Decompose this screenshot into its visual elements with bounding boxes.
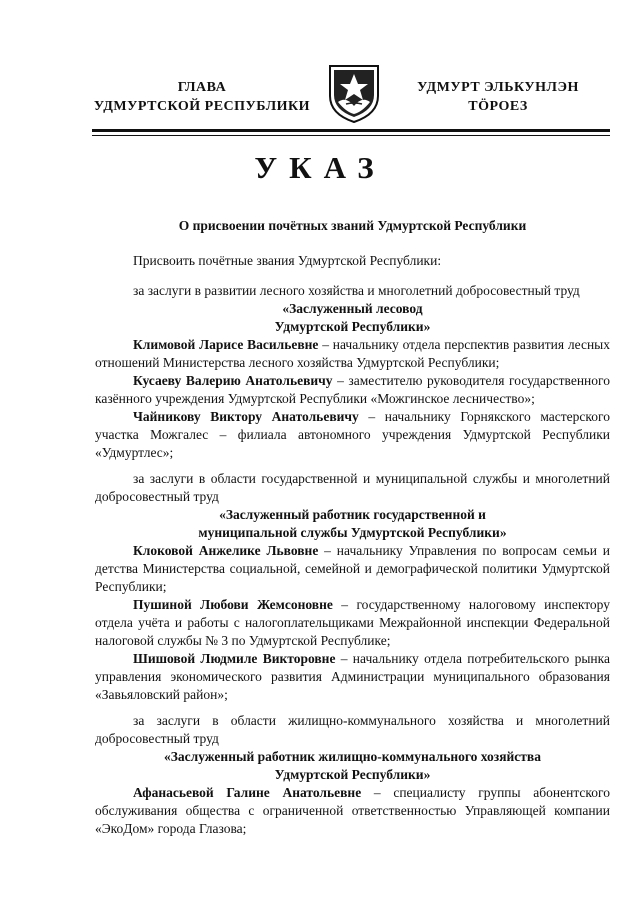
issuer-line-2: УДМУРТСКОЙ РЕСПУБЛИКИ <box>93 99 311 114</box>
award-title-line: «Заслуженный работник жилищно-коммунального хозяйства <box>164 749 541 764</box>
recipient-item <box>95 542 610 596</box>
section-reason: за заслуги в области государственной и муниципальной службы и многолетний добросовестный труд <box>95 471 610 504</box>
recipient-item <box>95 408 610 462</box>
document-title: УКАЗ <box>254 150 386 185</box>
recipient-name: Афанасьевой Галине Анатольевне <box>133 785 362 800</box>
award-title-line: Удмуртской Республики» <box>274 767 431 782</box>
award-title <box>95 506 610 542</box>
coat-of-arms-emblem <box>324 62 384 124</box>
recipient-position: – заместителю руководителя государственного казённого учреждения Удмуртской Республики «Можгинское лесничество»; <box>95 373 610 406</box>
recipient-position: – государственному налоговому инспектору отдела учёта и работы с налогоплательщиками Межрайонной инспекции Федеральной налоговой службы № 3 по Удмуртской Республике; <box>95 597 610 648</box>
recipient-position: – начальнику отдела потребительского рынка управления экономического развития Администрации муниципального образования «Завьяловский район»; <box>95 651 610 702</box>
issuer-udm-line-2: ТӦРОЕЗ <box>468 99 528 114</box>
award-title-line: «Заслуженный лесовод <box>282 301 423 316</box>
recipient-name: Чайникову Виктору Анатольевичу <box>133 409 359 424</box>
award-title-line: Удмуртской Республики» <box>274 319 431 334</box>
header-rule-thick <box>92 129 610 132</box>
recipient-position: – начальнику отдела перспектив развития лесных отношений Министерства лесного хозяйства Удмуртской Республики; <box>95 337 610 370</box>
header-rule-thin <box>92 135 610 136</box>
award-title-line: муниципальной службы Удмуртской Республики» <box>198 525 507 540</box>
recipient-name: Климовой Ларисе Васильевне <box>133 337 319 352</box>
document-subtitle: О присвоении почётных званий Удмуртской Республики <box>178 218 527 233</box>
recipient-position: – специалисту группы абонентского обслуживания общества с ограниченной ответственностью Управляющей компании «ЭкоДом» города Глазова; <box>95 785 610 836</box>
issuer-line-1: ГЛАВА <box>177 80 227 95</box>
recipient-name: Клоковой Анжелике Львовне <box>133 543 319 558</box>
recipient-position: – начальнику Управления по вопросам семьи и детства Министерства социальной, семейной и демографической политики Удмуртской Республики; <box>95 543 610 594</box>
award-title <box>95 300 610 336</box>
recipient-item <box>95 784 610 838</box>
recipient-name: Пушиной Любови Жемсоновне <box>133 597 333 612</box>
section-reason: за заслуги в области жилищно-коммунального хозяйства и многолетний добросовестный труд <box>95 713 610 746</box>
issuer-russian <box>82 78 322 116</box>
intro-text: Присвоить почётные звания Удмуртской Республики: <box>133 253 442 268</box>
award-title <box>95 748 610 784</box>
award-title-line: «Заслуженный работник государственной и <box>219 507 486 522</box>
recipient-item <box>95 372 610 408</box>
recipient-item <box>95 650 610 704</box>
recipient-name: Шишовой Людмиле Викторовне <box>133 651 336 666</box>
issuer-udm-line-1: УДМУРТ ЭЛЬКУНЛЭН <box>417 80 579 95</box>
recipient-item <box>95 596 610 650</box>
recipient-name: Кусаеву Валерию Анатольевичу <box>133 373 333 388</box>
recipient-item <box>95 336 610 372</box>
section-reason: за заслуги в развитии лесного хозяйства и многолетний добросовестный труд <box>133 283 580 298</box>
issuer-udmurt <box>398 78 598 116</box>
recipient-position: – начальнику Горнякского мастерского участка Можгалес – филиала автономного учреждения Удмуртской Республики «Удмуртлес»; <box>95 409 610 460</box>
document-body <box>95 217 610 838</box>
